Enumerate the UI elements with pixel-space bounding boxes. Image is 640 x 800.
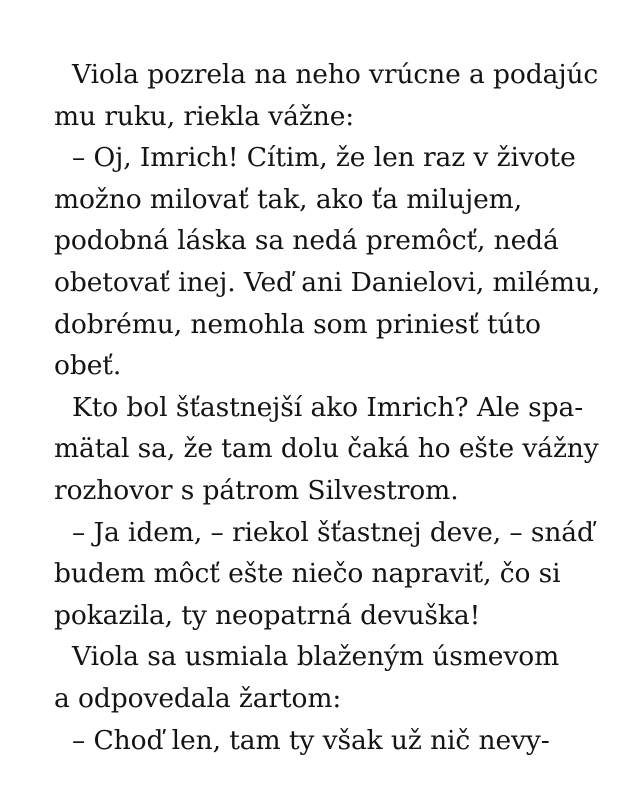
text-line: Viola sa usmiala blaženým úsmevom <box>72 641 560 673</box>
text-line: pokazila, ty neopatrná devuška! <box>54 599 481 631</box>
text-line: a odpovedala žartom: <box>54 682 342 714</box>
text-line: podobná láska sa nedá premôcť, nedá <box>54 225 559 257</box>
body-text <box>54 54 614 761</box>
text-line: mu ruku, riekla vážne: <box>54 100 355 132</box>
text-line: dobrému, nemohla som priniesť túto <box>54 308 541 340</box>
text-line: budem môcť ešte niečo napraviť, čo si <box>54 558 561 590</box>
text-line: možno milovať tak, ako ťa milujem, <box>54 183 523 215</box>
text-line: Kto bol šťastnejší ako Imrich? Ale spa- <box>72 391 584 423</box>
text-line: mätal sa, že tam dolu čaká ho ešte vážny <box>54 433 599 465</box>
text-line: – Choď len, tam ty však už nič nevy- <box>72 724 550 756</box>
text-line: obetovať inej. Veď ani Danielovi, milému, <box>54 266 601 298</box>
text-line: obeť. <box>54 350 122 382</box>
text-line: – Ja idem, – riekol šťastnej deve, – snáď <box>72 516 594 548</box>
text-line: – Oj, Imrich! Cítim, že len raz v živote <box>72 142 576 174</box>
text-line: Viola pozrela na neho vrúcne a podajúc <box>72 59 599 90</box>
text-line: rozhovor s pátrom Silvestrom. <box>54 474 459 506</box>
